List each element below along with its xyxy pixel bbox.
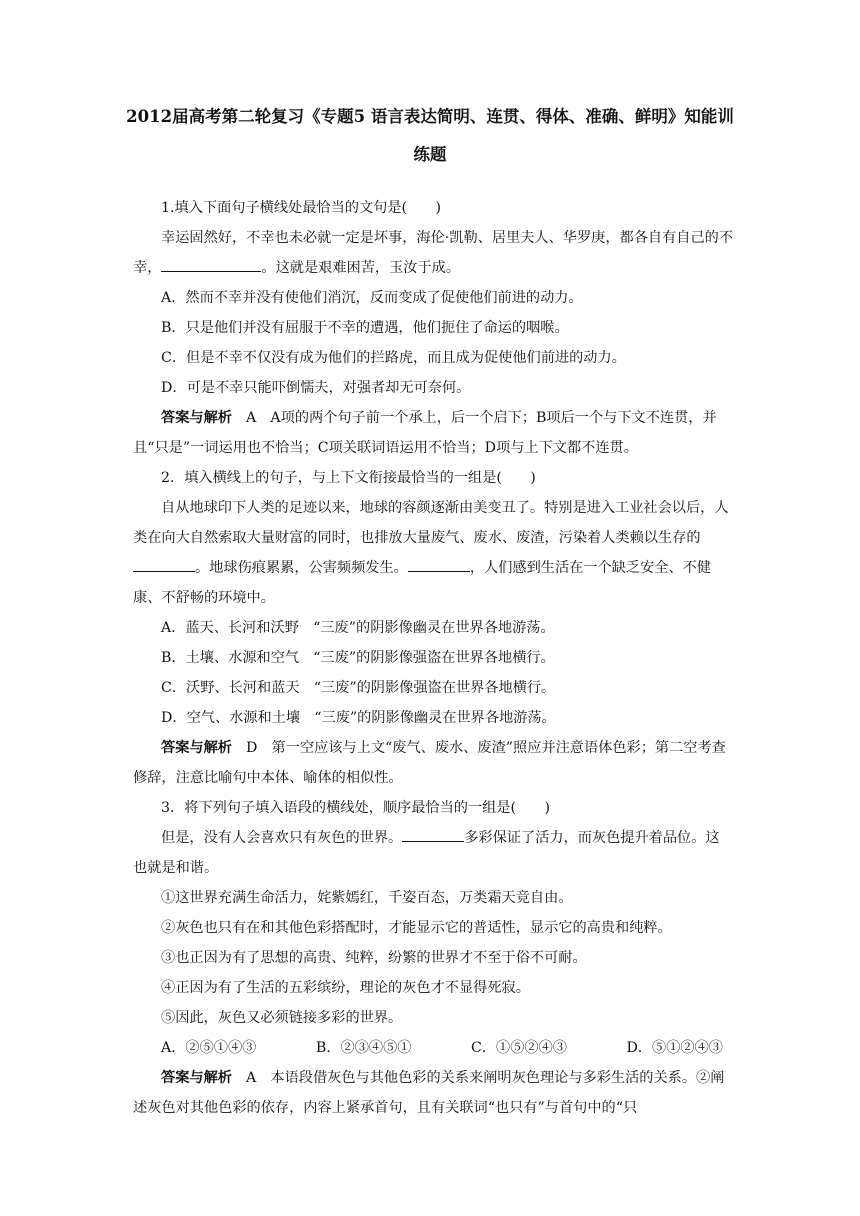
q1-answer xyxy=(133,403,733,463)
q1-blank xyxy=(161,257,261,272)
q2-blank-1 xyxy=(133,557,195,572)
q3-answer-label: 答案与解析 xyxy=(161,1070,232,1086)
q3-answer xyxy=(133,1063,733,1123)
q2-option-b: B．土壤、水源和空气 “三废”的阴影像强盗在世界各地横行。 xyxy=(161,650,555,666)
q3-passage xyxy=(133,823,733,883)
q1-option-d: D．可是不幸只能吓倒懦夫，对强者却无可奈何。 xyxy=(161,380,471,396)
q3-item-1: ①这世界充满生命活力，姹紫嫣红，千姿百态，万类霜天竞自由。 xyxy=(161,890,573,906)
q1-passage xyxy=(133,223,733,283)
q2-answer-text: D 第一空应该与上文“废气、废水、废渣”照应并注意语体色彩；第二空考查修辞，注意比喻句中本体、喻体的相似性。 xyxy=(133,740,726,786)
q1-option-b: B．只是他们并没有屈服于不幸的遭遇，他们扼住了命运的咽喉。 xyxy=(161,320,569,336)
q3-item-3: ③也正因为有了思想的高贵、纯粹，纷繁的世界才不至于俗不可耐。 xyxy=(161,950,587,966)
q1-answer-text: A A项的两个句子前一个承上，后一个启下；B项后一个与下文不连贯，并且“只是”一词运用也不恰当；C项关联词语运用不恰当；D项与上下文都不连贯。 xyxy=(133,410,717,456)
q2-option-a: A．蓝天、长河和沃野 “三废”的阴影像幽灵在世界各地游荡。 xyxy=(161,620,555,636)
q3-stem: 3．将下列句子填入语段的横线处，顺序最恰当的一组是( ) xyxy=(161,800,550,816)
q3-choice-a: A．②⑤①④③ xyxy=(161,1040,257,1056)
q2-stem: 2．填入横线上的句子，与上下文衔接最恰当的一组是( ) xyxy=(161,470,536,486)
q2-passage-c: ，人们感到生活在一个缺乏安全、不健康、不舒畅的环境中。 xyxy=(133,560,712,606)
q2-passage xyxy=(133,493,733,613)
q3-choice-b: B．②③④⑤① xyxy=(315,1040,412,1056)
q1-answer-label: 答案与解析 xyxy=(161,410,232,426)
q3-passage-b: 多彩保证了活力，而灰色提升着品位。这也就是和谐。 xyxy=(133,830,720,876)
q3-passage-a: 但是，没有人会喜欢只有灰色的世界。 xyxy=(161,830,403,846)
q3-choice-d: D．⑤①②④③ xyxy=(626,1040,723,1056)
q2-option-c: C．沃野、长河和蓝天 “三废”的阴影像强盗在世界各地横行。 xyxy=(161,680,556,696)
document-title: 2012届高考第二轮复习《专题5 语言表达简明、连贯、得体、准确、鲜明》知能训练题 xyxy=(126,107,734,164)
q2-passage-a: 自从地球印下人类的足迹以来，地球的容颜逐渐由美变丑了。特别是进入工业社会以后，人类在向大自然索取大量财富的同时，也排放大量废气、废水、废渣，污染着人类赖以生存的 xyxy=(133,500,729,546)
q3-choices xyxy=(133,1033,733,1063)
q1-option-a: A．然而不幸并没有使他们消沉，反而变成了促使他们前进的动力。 xyxy=(161,290,583,306)
q3-item-4: ④正因为有了生活的五彩缤纷，理论的灰色才不显得死寂。 xyxy=(161,980,530,996)
q3-choice-c: C．①⑤②④③ xyxy=(470,1040,567,1056)
q2-answer xyxy=(133,733,733,793)
q2-passage-b: 。地球伤痕累累，公害频频发生。 xyxy=(195,560,408,576)
q3-item-2: ②灰色也只有在和其他色彩搭配时，才能显示它的普适性，显示它的高贵和纯粹。 xyxy=(161,920,672,936)
q3-blank xyxy=(402,827,464,842)
q1-stem: 1.填入下面句子横线处最恰当的文句是( ) xyxy=(161,200,441,216)
q3-answer-text: A 本语段借灰色与其他色彩的关系来阐明灰色理论与多彩生活的关系。②阐述灰色对其他色彩的依存，内容上紧承首句，且有关联词“也只有”与首句中的“只 xyxy=(133,1070,725,1116)
q1-passage-b: 。这就是艰难困苦，玉汝于成。 xyxy=(261,260,461,276)
q2-option-d: D．空气、水源和土壤 “三废”的阴影像幽灵在世界各地游荡。 xyxy=(161,710,556,726)
q1-passage-a: 幸运固然好，不幸也未必就一定是坏事，海伦·凯勒、居里夫人、华罗庚，都各自有自己的不幸， xyxy=(133,230,734,276)
q2-answer-label: 答案与解析 xyxy=(161,740,232,756)
q3-item-5: ⑤因此，灰色又必须链接多彩的世界。 xyxy=(161,1010,403,1026)
q1-option-c: C．但是不幸不仅没有成为他们的拦路虎，而且成为促使他们前进的动力。 xyxy=(161,350,626,366)
document-body xyxy=(133,193,733,1123)
q2-blank-2 xyxy=(408,557,470,572)
